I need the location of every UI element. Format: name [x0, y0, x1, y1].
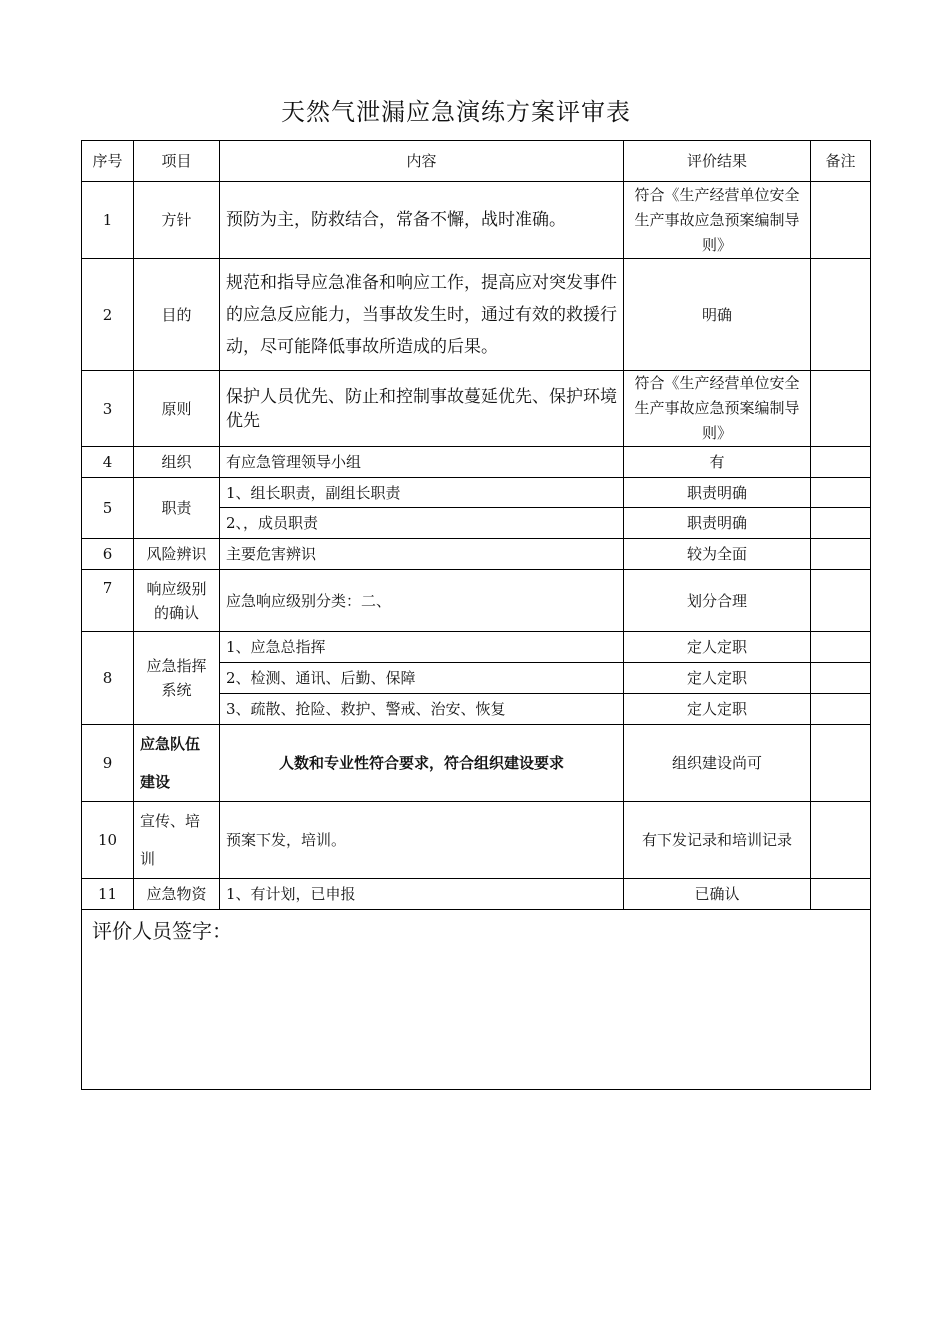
table-row — [82, 879, 871, 910]
row-content: 应急响应级别分类：二、 — [220, 570, 624, 632]
row-result: 职责明确 — [624, 478, 811, 508]
signature-row — [82, 910, 871, 1090]
row-result: 划分合理 — [624, 570, 811, 632]
row-item: 原则 — [134, 371, 220, 447]
row-result: 定人定职 — [624, 663, 811, 694]
row-remark — [811, 259, 871, 371]
row-content: 保护人员优先、防止和控制事故蔓延优先、保护环境优先 — [220, 371, 624, 447]
table-row — [82, 447, 871, 478]
header-item: 项目 — [134, 141, 220, 182]
review-table — [81, 140, 871, 1090]
row-item: 风险辨识 — [134, 539, 220, 570]
row-result: 定人定职 — [624, 694, 811, 725]
row-no: 2 — [82, 259, 134, 371]
signature-label: 评价人员签字： — [82, 910, 871, 1090]
row-remark — [811, 447, 871, 478]
row-result: 职责明确 — [624, 508, 811, 539]
row-no: 3 — [82, 371, 134, 447]
row-item: 目的 — [134, 259, 220, 371]
row-content: 1、有计划，已申报 — [220, 879, 624, 910]
row-remark — [811, 182, 871, 259]
table-row — [82, 725, 871, 802]
row-remark — [811, 879, 871, 910]
table-row — [82, 371, 871, 447]
row-item: 应急指挥系统 — [134, 632, 220, 725]
row-no: 4 — [82, 447, 134, 478]
row-result: 定人定职 — [624, 632, 811, 663]
row-remark — [811, 570, 871, 632]
table-row — [82, 182, 871, 259]
row-result: 有下发记录和培训记录 — [624, 802, 811, 879]
table-header-row — [82, 141, 871, 182]
row-remark — [811, 694, 871, 725]
row-content: 预案下发，培训。 — [220, 802, 624, 879]
row-no: 7 — [82, 570, 134, 632]
row-result: 符合《生产经营单位安全生产事故应急预案编制导则》 — [624, 182, 811, 259]
row-content: 1、应急总指挥 — [220, 632, 624, 663]
table-row — [82, 539, 871, 570]
row-item: 宣传、培训 — [134, 802, 220, 879]
row-item: 方针 — [134, 182, 220, 259]
row-content: 预防为主，防救结合，常备不懈，战时准确。 — [220, 182, 624, 259]
row-content: 规范和指导应急准备和响应工作，提高应对突发事件的应急反应能力，当事故发生时，通过有效的救援行动，尽可能降低事故所造成的后果。 — [220, 259, 624, 371]
table-row — [82, 259, 871, 371]
row-remark — [811, 508, 871, 539]
header-remark: 备注 — [811, 141, 871, 182]
row-remark — [811, 371, 871, 447]
row-no: 9 — [82, 725, 134, 802]
row-content: 主要危害辨识 — [220, 539, 624, 570]
row-result: 较为全面 — [624, 539, 811, 570]
header-no: 序号 — [82, 141, 134, 182]
row-item: 组织 — [134, 447, 220, 478]
page-title: 天然气泄漏应急演练方案评审表 — [281, 98, 631, 126]
row-content: 2、检测、通讯、后勤、保障 — [220, 663, 624, 694]
row-result: 组织建设尚可 — [624, 725, 811, 802]
table-row — [82, 632, 871, 663]
row-no: 6 — [82, 539, 134, 570]
row-no: 10 — [82, 802, 134, 879]
table-row — [82, 802, 871, 879]
row-remark — [811, 725, 871, 802]
row-item: 职责 — [134, 478, 220, 539]
row-no: 5 — [82, 478, 134, 539]
row-item: 应急队伍建设 — [134, 725, 220, 802]
row-remark — [811, 802, 871, 879]
row-result: 已确认 — [624, 879, 811, 910]
row-result: 有 — [624, 447, 811, 478]
row-remark — [811, 539, 871, 570]
table-row — [82, 478, 871, 508]
row-no: 8 — [82, 632, 134, 725]
row-remark — [811, 632, 871, 663]
row-content: 有应急管理领导小组 — [220, 447, 624, 478]
row-content: 2、，成员职责 — [220, 508, 624, 539]
row-content: 3、疏散、抢险、救护、警戒、治安、恢复 — [220, 694, 624, 725]
row-remark — [811, 478, 871, 508]
row-content: 1、组长职责，副组长职责 — [220, 478, 624, 508]
row-content: 人数和专业性符合要求，符合组织建设要求 — [220, 725, 624, 802]
row-result: 符合《生产经营单位安全生产事故应急预案编制导则》 — [624, 371, 811, 447]
header-result: 评价结果 — [624, 141, 811, 182]
row-item: 应急物资 — [134, 879, 220, 910]
row-remark — [811, 663, 871, 694]
table-row — [82, 570, 871, 632]
row-item: 响应级别的确认 — [134, 570, 220, 632]
row-result: 明确 — [624, 259, 811, 371]
header-content: 内容 — [220, 141, 624, 182]
row-no: 11 — [82, 879, 134, 910]
row-no: 1 — [82, 182, 134, 259]
